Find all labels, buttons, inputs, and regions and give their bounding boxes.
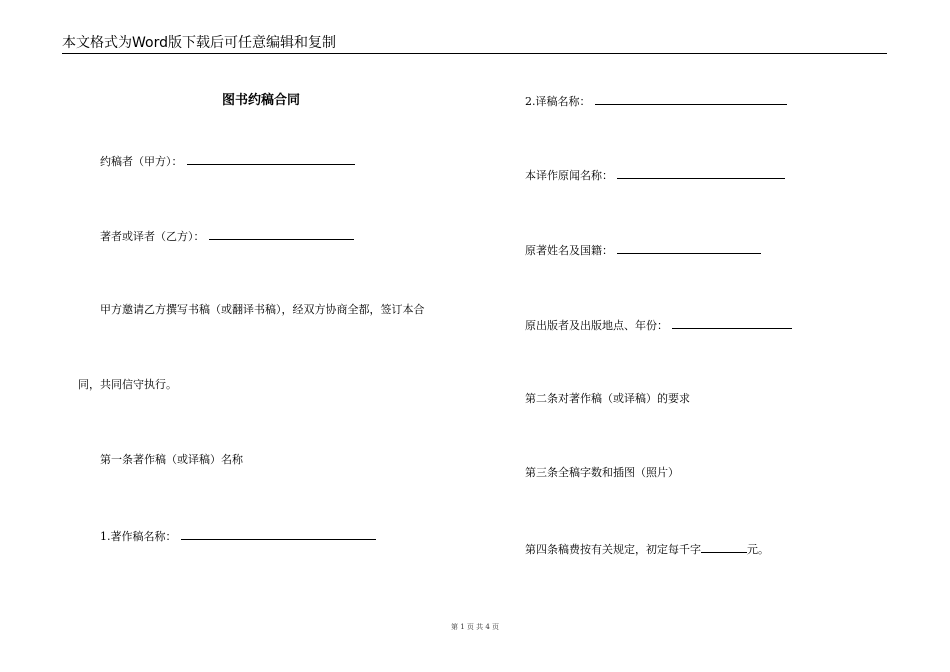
original-author-label: 原著姓名及国籍： (525, 244, 613, 257)
item-1-label: 1.著作稿名称： (100, 530, 177, 543)
item-1-blank (181, 528, 376, 540)
party-a-line (100, 153, 355, 169)
article-4-line (525, 541, 769, 557)
intro-line-1: 甲方邀请乙方撰写书稿（或翻译书稿），经双方协商全都，签订本合 (100, 303, 425, 316)
original-publisher-label: 原出版者及出版地点、年份： (525, 319, 668, 332)
party-a-blank (187, 153, 355, 165)
article-4-prefix: 第四条稿费按有关规定，初定每千字 (525, 543, 701, 556)
article-3-heading: 第三条全稿字数和插图（照片） (525, 466, 679, 479)
article-4-suffix: 元。 (747, 543, 769, 556)
original-author-line (525, 242, 761, 258)
original-author-blank (617, 242, 761, 254)
party-a-label: 约稿者（甲方）： (100, 155, 183, 168)
item-2-label: 2.译稿名称： (525, 95, 591, 108)
party-b-label: 著者或译者（乙方）： (100, 230, 205, 243)
item-1-line (100, 528, 376, 544)
original-publisher-blank (672, 317, 792, 329)
header-text: 本文格式为Word版下载后可任意编辑和复制 (62, 35, 336, 51)
party-b-blank (209, 228, 354, 240)
original-title-label: 本译作原闻名称： (525, 169, 613, 182)
item-2-blank (595, 93, 787, 105)
article-2-heading: 第二条对著作稿（或译稿）的要求 (525, 392, 690, 405)
page-indicator: 第 1 页 共 4 页 (450, 623, 500, 631)
intro-line-2: 同，共同信守执行。 (78, 378, 177, 391)
document-header (62, 34, 887, 54)
party-b-line (100, 228, 354, 244)
original-title-blank (617, 167, 785, 179)
page-footer (0, 622, 950, 632)
contract-title: 图书约稿合同 (222, 93, 301, 108)
item-2-line (525, 93, 787, 109)
article-1-heading: 第一条著作稿（或译稿）名称 (100, 453, 243, 466)
article-4-blank (701, 541, 747, 553)
original-publisher-line (525, 317, 792, 333)
original-title-line (525, 167, 785, 183)
